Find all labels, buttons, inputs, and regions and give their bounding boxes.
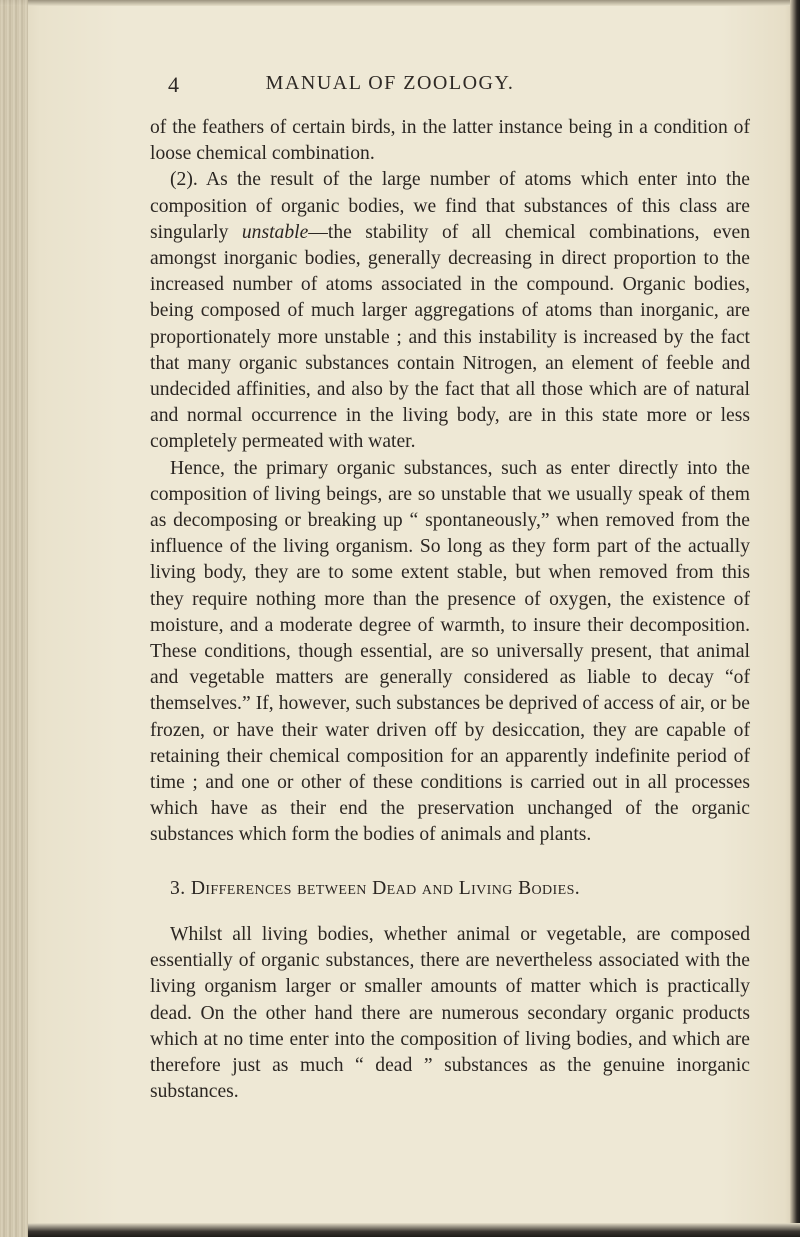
page-right-edge <box>790 0 800 1237</box>
section-number: 3. <box>170 877 186 899</box>
body-text <box>150 115 750 1105</box>
section-title: Differences between Dead and Living Bodies. <box>190 877 581 899</box>
section-heading <box>150 876 750 902</box>
page-number: 4 <box>168 72 179 97</box>
page-bottom-edge <box>28 1223 800 1237</box>
paragraph-text: —the stability of all chemical combinations, even amongst inorganic bodies, generally decreasing in direct proportion to the increased number of atoms associated in the compound. Organic bodies, being composed of much larger aggregations of atoms than inorganic, are proportionately more unstable ; and this instability is increased by the fact that many organic substances contain Nitrogen, an element of feeble and undecided affinities, and also by the fact that all those which are of natural and normal occurrence in the living body, are in this state more or less completely permeated with water. <box>150 221 751 453</box>
paragraph-instability <box>150 167 750 455</box>
page-gutter-edge <box>0 0 28 1237</box>
page-top-edge <box>0 0 800 6</box>
paragraph-decomposition: Hence, the primary organic substances, such as enter directly into the composition of living beings, are so unstable that we usually speak of them as decomposing or breaking up “ spontaneously,” when removed from the influence of the living organism. So long as they form part of the actually living body, they are to some extent stable, but when removed from this they require nothing more than the presence of oxygen, the existence of moisture, and a moderate degree of warmth, to insure their decomposition. These conditions, though essential, are so universally present, that animal and vegetable matters are generally considered as liable to decay “of themselves.” If, however, such substances be deprived of access of air, or be frozen, or have their water driven off by desiccation, they are capable of retaining their chemical composition for an apparently indefinite period of time ; and one or other of these conditions is carried out in all processes which have as their end the preservation unchanged of the organic substances which form the bodies of animals and plants. <box>150 457 750 846</box>
italic-term: unstable <box>241 221 309 243</box>
paragraph-continued: of the feathers of certain birds, in the latter instance being in a condition of loose chemical combination. <box>150 117 750 165</box>
running-title: MANUAL OF ZOOLOGY. <box>265 72 515 94</box>
paragraph-dead-living: Whilst all living bodies, whether animal or vegetable, are composed essentially of organic substances, there are nevertheless associated with the living organism larger or smaller amounts of matter which is practically dead. On the other hand there are numerous secondary organic products which at no time enter into the composition of living bodies, and which are therefore just as much “ dead ” substances as the genuine inorganic substances. <box>150 923 750 1103</box>
paragraph-text: (2). As the result of the large number of atoms which enter into the composition of organic bodies, we find that substances of this class are singularly <box>150 169 750 243</box>
